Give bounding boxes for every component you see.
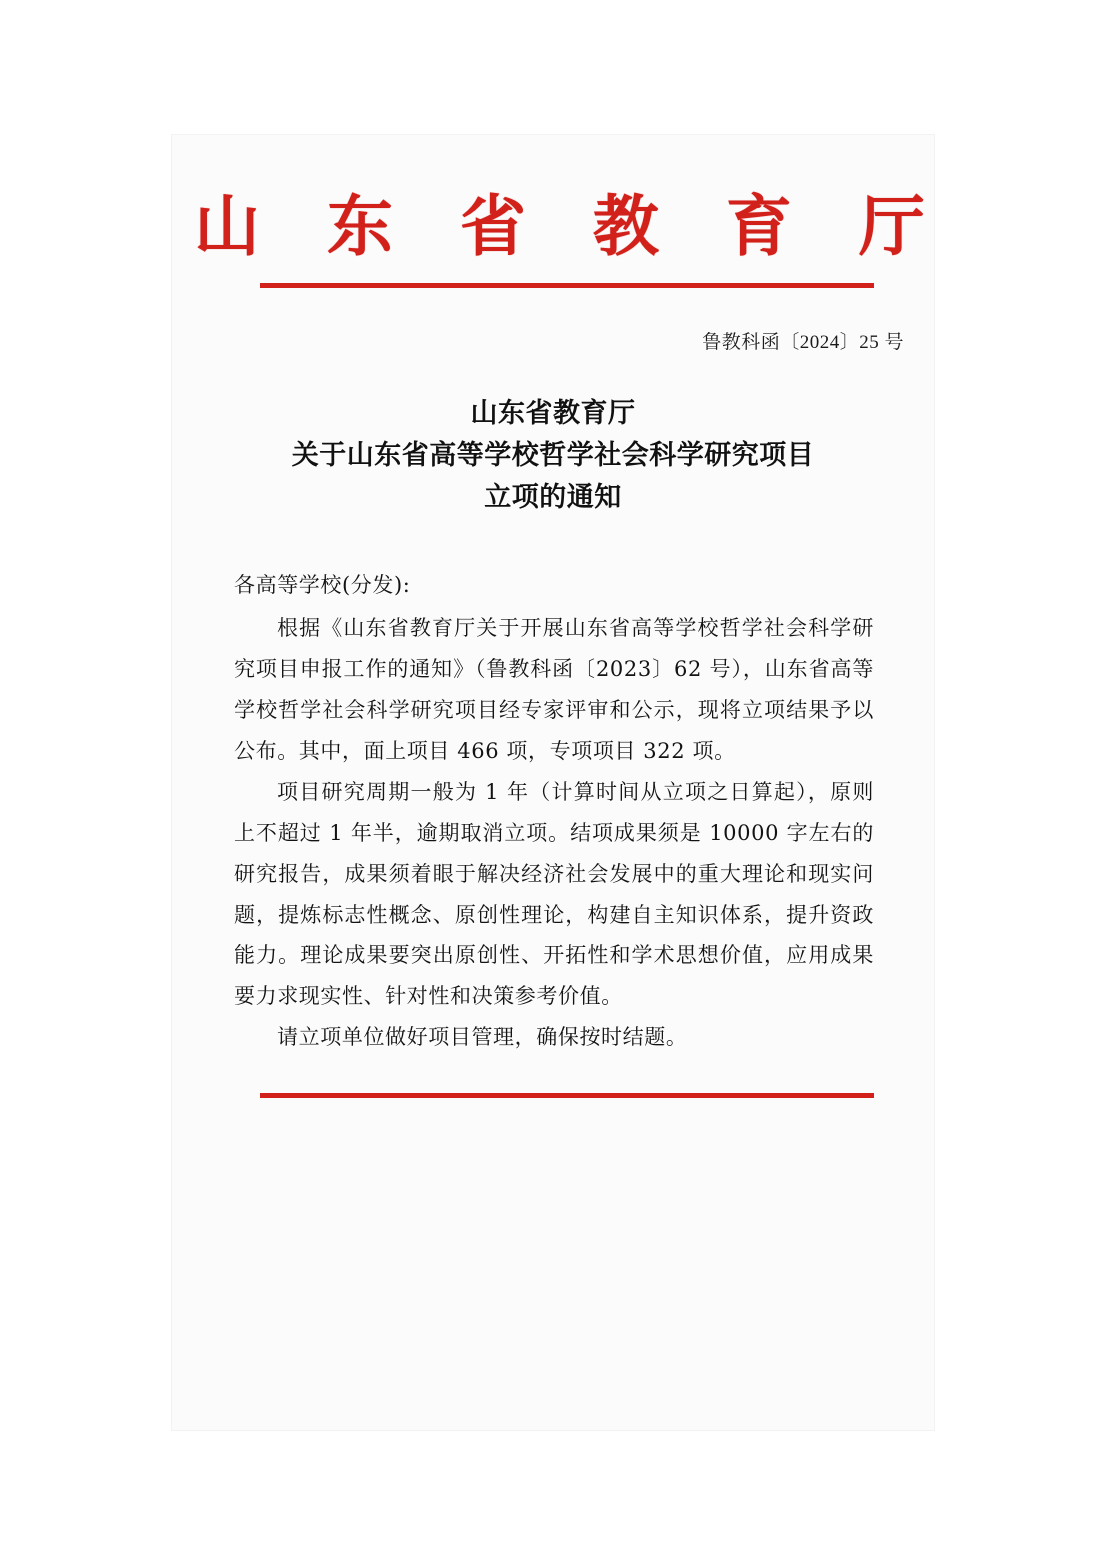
document-number: 鲁教科函〔2024〕25 号 — [702, 332, 904, 353]
document-content — [234, 565, 874, 1058]
header-red-rule — [260, 283, 874, 288]
paragraph-1: 根据《山东省教育厅关于开展山东省高等学校哲学社会科学研究项目申报工作的通知》（鲁教科函〔2023〕62 号），山东省高等学校哲学社会科学研究项目经专家评审和公示，现将立项结果予以公布。其中，面上项目 466 项，专项项目 322 项。 — [234, 615, 874, 763]
paragraph-2: 项目研究周期一般为 1 年（计算时间从立项之日算起），原则上不超过 1 年半，逾期取消立项。结项成果须是 10000 字左右的研究报告，成果须着眼于解决经济社会发展中的重大理论和现实问题，提炼标志性概念、原创性理论，构建自主知识体系，提升资政能力。理论成果要突出原创性、开拓性和学术思想价值，应用成果要力求现实性、针对性和决策参考价值。 — [234, 779, 874, 1009]
document-body — [172, 135, 947, 1430]
title-line-1: 山东省教育厅 — [470, 398, 636, 429]
title-line-3: 立项的通知 — [484, 481, 622, 513]
title-line-2: 关于山东省高等学校哲学社会科学研究项目 — [291, 439, 815, 471]
footer-red-rule — [260, 1093, 874, 1098]
document-title — [220, 393, 886, 519]
issuing-authority-title: 山 东 省 教 育 厅 — [194, 187, 947, 265]
paragraph-3: 请立项单位做好项目管理，确保按时结题。 — [277, 1025, 688, 1050]
salutation: 各高等学校(分发): — [234, 573, 411, 597]
document-page — [172, 135, 947, 1430]
masthead — [172, 187, 947, 265]
